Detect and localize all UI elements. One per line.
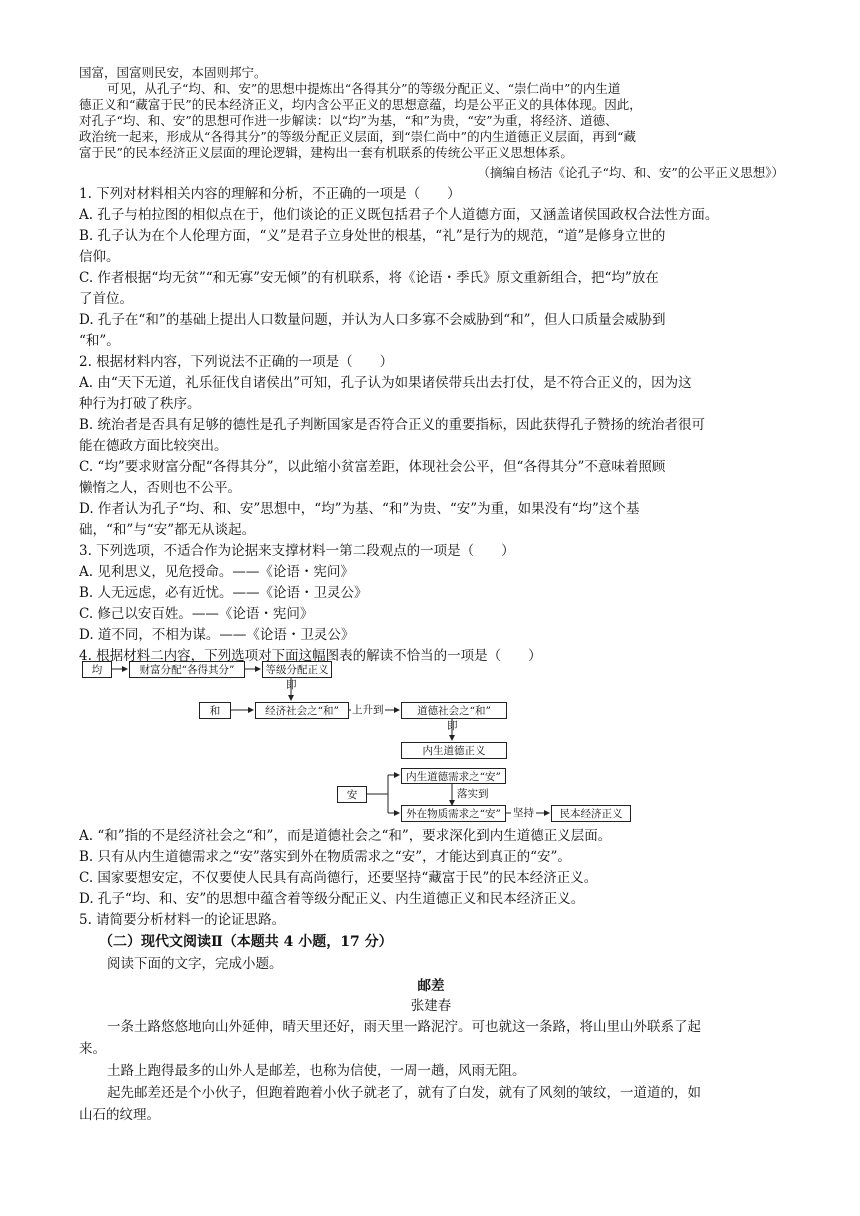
question-1-option-b: B. 孔子认为在个人伦理方面，“义”是君子立身处世的根基，“礼”是行为的规范，“道”是修身立世的 <box>79 228 666 244</box>
question-2-stem: 2. 根据材料内容，下列说法不正确的一项是（ ） <box>79 354 394 370</box>
question-5-stem: 5. 请简要分析材料一的论证思路。 <box>79 912 286 928</box>
question-3-option-c: C. 修己以安百姓。——《论语・宪问》 <box>79 606 314 622</box>
people-economic-justice-box: 民本经济正义 <box>551 805 631 822</box>
jun-box: 均 <box>82 661 112 678</box>
question-1-option-a: A. 孔子与柏拉图的相似点在于，他们谈论的正义既包括君子个人道德方面，又涵盖诸侯国政权合法性方面。 <box>79 207 719 223</box>
article-paragraph-cont: 来。 <box>79 1041 106 1057</box>
question-2-option-d: D. 作者认为孔子“均、和、安”思想中，“均”为基、“和”为贵、“安”为重，如果没有“均”这个基 <box>79 501 640 517</box>
passage-line: 德正义和“藏富于民”的民本经济正义，均内含公平正义的思想意蕴，均是公平正义的具体体现。因此， <box>79 97 642 112</box>
endogenous-moral-justice-box: 内生道德正义 <box>401 742 507 759</box>
question-2-option-b: B. 统治者是否具有足够的德性是孔子判断国家是否符合正义的重要指标，因此获得孔子赞扬的统治者很可 <box>79 417 706 433</box>
implement-label: 落实到 <box>457 788 489 800</box>
section-instruction: 阅读下面的文字，完成小题。 <box>107 956 283 972</box>
question-4-stem: 4. 根据材料二内容，下列选项对下面这幅图表的解读不恰当的一项是（ ） <box>79 648 542 664</box>
an-box: 安 <box>337 786 367 803</box>
wealth-distribution-box: 财富分配“各得其分” <box>129 661 245 678</box>
question-2-option-c: C. “均”要求财富分配“各得其分”，以此缩小贫富差距，体现社会公平，但“各得其分”不意味着照顾 <box>79 459 666 475</box>
article-paragraph: 土路上跑得最多的山外人是邮差，也称为信使，一周一趟，风雨无阻。 <box>107 1063 526 1079</box>
question-3-option-b: B. 人无远虑，必有近忧。——《论语・卫灵公》 <box>79 585 368 601</box>
question-1-option-d-cont: “和”。 <box>79 333 120 349</box>
question-4-option-a: A. “和”指的不是经济社会之“和”，而是道德社会之“和”，要求深化到内生道德正义层面。 <box>79 828 612 844</box>
question-3-option-d: D. 道不同，不相为谋。——《论语・卫灵公》 <box>79 627 355 643</box>
he-box: 和 <box>199 702 231 719</box>
passage-line: 富于民”的民本经济正义层面的理论逻辑，建构出一套有机联系的传统公平正义思想体系。 <box>79 145 573 160</box>
passage-line: 国富，国富则民安，本固则邦宁。 <box>79 65 267 80</box>
economic-harmony-box: 经济社会之“和” <box>255 702 349 719</box>
article-paragraph: 起先邮差还是个小伙子，但跑着跑着小伙子就老了，就有了白发，就有了风刻的皱纹，一道道的，如 <box>107 1085 701 1101</box>
question-2-option-b-cont: 能在德政方面比较突出。 <box>79 438 228 454</box>
section-heading: （二）现代文阅读Ⅱ（本题共 4 小题，17 分） <box>99 934 393 950</box>
passage-line: 对孔子“均、和、安”的思想可作进一步解读：以“均”为基，“和”为贵，“安”为重，将经济、道德、 <box>79 113 618 128</box>
article-author: 张建春 <box>410 998 452 1014</box>
question-1-option-c: C. 作者根据“均无贫”“和无寡”安无倾”的有机联系，将《论语・季氏》原文重新组合，把“均”放在 <box>79 270 659 286</box>
question-2-option-d-cont: 础，“和”与“安”都无从谈起。 <box>79 522 256 538</box>
question-4-option-d: D. 孔子“均、和、安”的思想中蕴含着等级分配正义、内生道德正义和民本经济正义。 <box>79 891 585 907</box>
question-2-option-a: A. 由“天下无道，礼乐征伐自诸侯出”可知，孔子认为如果诸侯带兵出去打仗，是不符合正义的，因为这 <box>79 375 692 391</box>
question-1-option-c-cont: 了首位。 <box>79 291 133 307</box>
rise-to-label: 上升到 <box>352 704 384 716</box>
article-paragraph-cont: 山石的纹理。 <box>79 1107 160 1123</box>
material-security-box: 外在物质需求之“安” <box>401 805 506 822</box>
hierarchical-justice-box: 等级分配正义 <box>262 661 332 678</box>
inner-moral-security-box: 内生道德需求之“安” <box>401 768 506 784</box>
ji-label-1: 即 <box>286 679 297 691</box>
question-3-stem: 3. 下列选项，不适合作为论据来支撑材料一第二段观点的一项是（ ） <box>79 543 515 559</box>
question-2-option-a-cont: 种行为打破了秩序。 <box>79 396 201 412</box>
question-1-option-b-cont: 信仰。 <box>79 249 120 265</box>
ji-label-2: 即 <box>447 720 458 732</box>
question-1-option-d: D. 孔子在“和”的基础上提出人口数量问题，并认为人口多寡不会威胁到“和”，但人口质量会威胁到 <box>79 312 666 328</box>
question-4-option-b: B. 只有从内生道德需求之“安”落实到外在物质需求之“安”，才能达到真正的“安”。 <box>79 849 571 865</box>
question-4-option-c: C. 国家要想安定，不仅要使人民具有高尚德行，还要坚持“藏富于民”的民本经济正义。 <box>79 870 598 886</box>
flow-diagram <box>79 658 639 830</box>
article-paragraph: 一条土路悠悠地向山外延伸，晴天里还好，雨天里一路泥泞。可也就这一条路，将山里山外联系了起 <box>107 1019 701 1035</box>
question-3-option-a: A. 见利思义，见危授命。——《论语・宪问》 <box>79 564 354 580</box>
question-2-option-c-cont: 懒惰之人，否则也不公平。 <box>79 480 241 496</box>
article-title: 邮差 <box>417 978 445 994</box>
question-1-stem: 1. 下列对材料相关内容的理解和分析，不正确的一项是（ ） <box>79 186 461 202</box>
moral-harmony-box: 道德社会之“和” <box>401 702 507 719</box>
passage-line: 政治统一起来，形成从“各得其分”的等级分配正义层面，到“崇仁尚中”的内生道德正义层面，再到“藏 <box>79 129 636 144</box>
adhere-label: 坚持 <box>513 807 534 819</box>
source-citation: （摘编自杨洁《论孔子“均、和、安”的公平正义思想》） <box>477 165 784 180</box>
passage-line: 可见，从孔子“均、和、安”的思想中提炼出“各得其分”的等级分配正义、“崇仁尚中”的内生道 <box>107 81 621 96</box>
